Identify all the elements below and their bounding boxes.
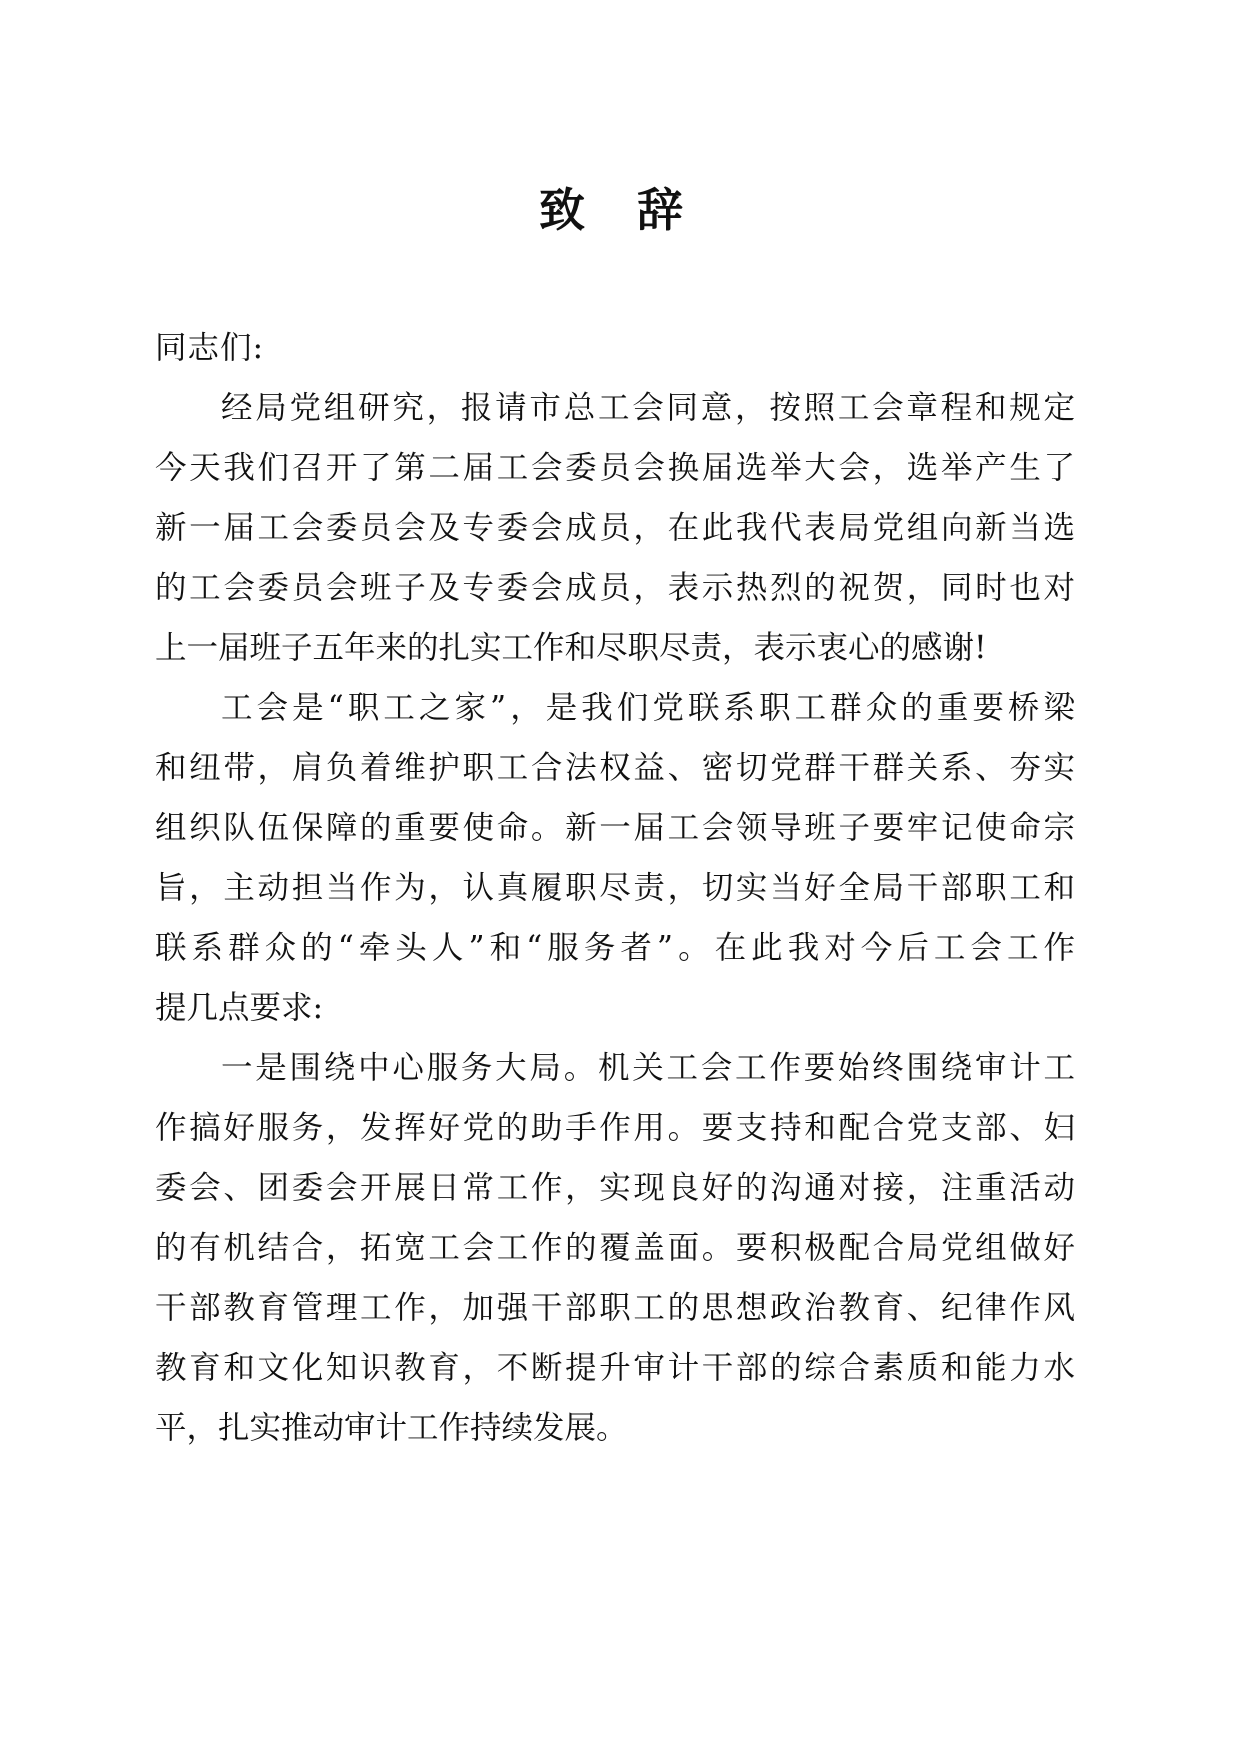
paragraph-line: 教育和文化知识教育，不断提升审计干部的综合素质和能力水 [155,1350,1075,1386]
paragraph-3 [155,1038,1075,1458]
document-title: 致 辞 [538,183,701,237]
salutation: 同志们: [155,330,265,366]
paragraph-line: 和纽带，肩负着维护职工合法权益、密切党群干群关系、夯实 [155,750,1075,786]
paragraph-line: 的工会委员会班子及专委会成员，表示热烈的祝贺，同时也对 [155,570,1075,606]
paragraph-line: 今天我们召开了第二届工会委员会换届选举大会，选举产生了 [155,450,1075,486]
paragraph-line: 一是围绕中心服务大局。机关工会工作要始终围绕审计工 [221,1050,1075,1086]
paragraph-line: 作搞好服务，发挥好党的助手作用。要支持和配合党支部、妇 [155,1110,1075,1146]
paragraph-line: 组织队伍保障的重要使命。新一届工会领导班子要牢记使命宗 [155,810,1075,846]
paragraph-line: 的有机结合，拓宽工会工作的覆盖面。要积极配合局党组做好 [155,1230,1075,1266]
paragraph-1 [155,378,1075,678]
paragraph-line: 干部教育管理工作，加强干部职工的思想政治教育、纪律作风 [155,1290,1075,1326]
paragraph-line: 上一届班子五年来的扎实工作和尽职尽责，表示衷心的感谢! [155,630,987,666]
paragraph-line: 工会是“职工之家”，是我们党联系职工群众的重要桥梁 [221,690,1075,726]
paragraph-line: 委会、团委会开展日常工作，实现良好的沟通对接，注重活动 [155,1170,1075,1206]
paragraph-line: 联系群众的“牵头人”和“服务者”。在此我对今后工会工作 [155,930,1075,966]
paragraph-line: 新一届工会委员会及专委会成员，在此我代表局党组向新当选 [155,510,1075,546]
paragraph-line: 旨，主动担当作为，认真履职尽责，切实当好全局干部职工和 [155,870,1075,906]
paragraph-line: 平，扎实推动审计工作持续发展。 [155,1410,628,1446]
paragraph-line: 经局党组研究，报请市总工会同意，按照工会章程和规定 [221,390,1075,426]
document-body [155,318,1075,1458]
paragraph-line: 提几点要求: [155,990,324,1026]
paragraph-2 [155,678,1075,1038]
